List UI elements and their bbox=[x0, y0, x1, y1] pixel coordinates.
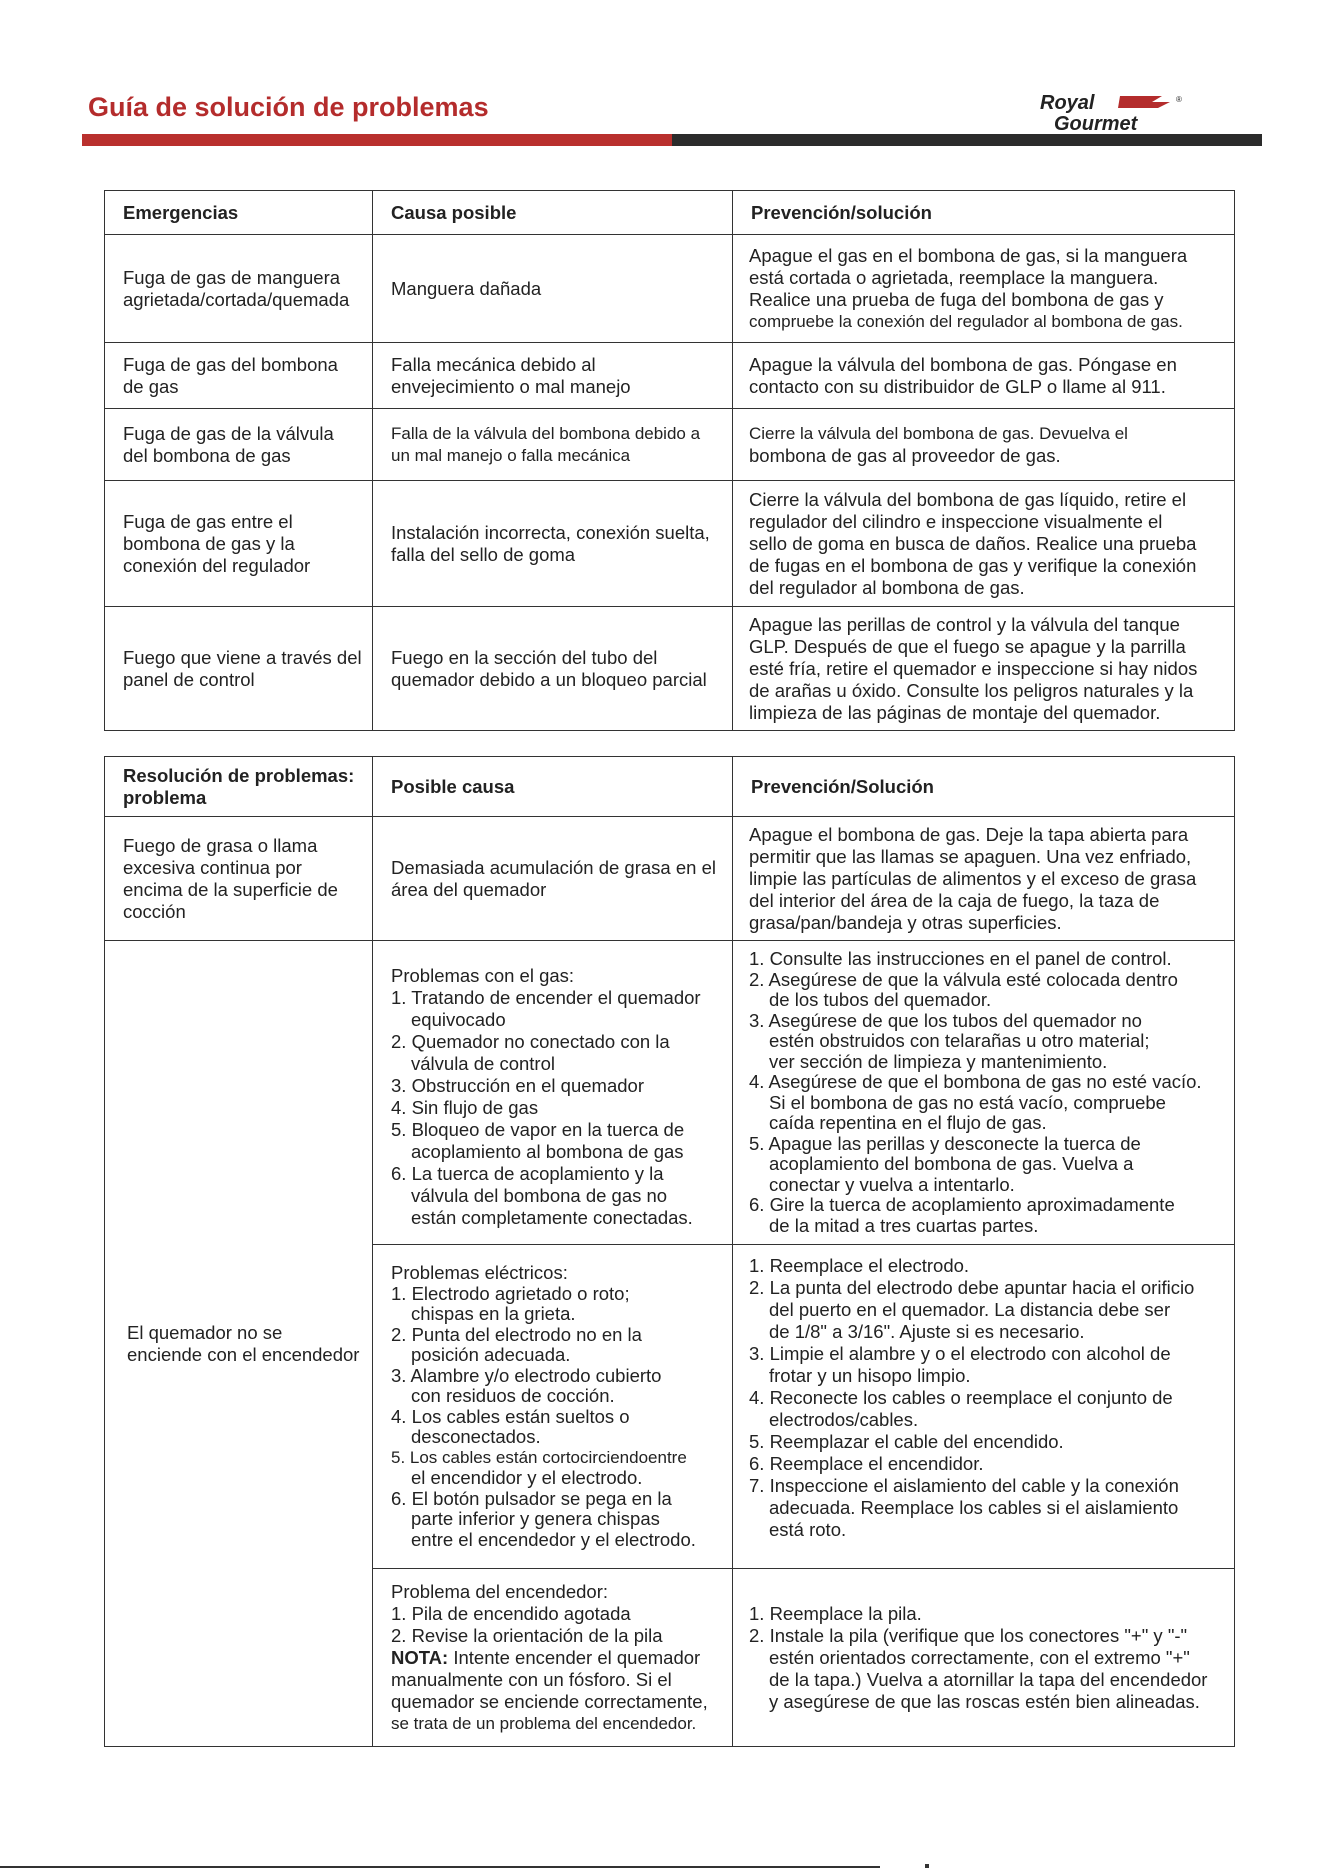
logo-text-line2: Gourmet bbox=[1054, 113, 1138, 134]
cause-line: 4. Sin flujo de gas bbox=[391, 1096, 539, 1118]
footer-rule bbox=[0, 1866, 880, 1868]
logo-flag-icon bbox=[1118, 96, 1170, 108]
emergency-cell: Fuga de gas entre el bombona de gas y la conexión del regulador bbox=[105, 481, 373, 607]
cause-line: parte inferior y genera chispas bbox=[411, 1508, 660, 1529]
solution-line: 3. Limpie el alambre y o el electrodo con alcohol de bbox=[749, 1343, 1171, 1364]
solution-line: adecuada. Reemplace los cables si el aislamiento bbox=[769, 1497, 1179, 1518]
solution-line: regulador del cilindro e inspeccione visualmente el bbox=[749, 510, 1163, 532]
emergencies-table bbox=[104, 190, 1235, 731]
solution-line: de 1/8" a 3/16". Ajuste si es necesario. bbox=[769, 1321, 1085, 1342]
footer-mark bbox=[925, 1864, 929, 1868]
emergency-cell: Fuego que viene a través del panel de control bbox=[105, 607, 373, 731]
solution-cell bbox=[733, 235, 1235, 343]
electric-causes-cell bbox=[373, 1245, 733, 1569]
note-text: Intente encender el quemador bbox=[448, 1646, 701, 1668]
header-solution: Prevención/Solución bbox=[733, 757, 1235, 817]
table-row bbox=[105, 409, 1235, 481]
header-problem: Resolución de problemas: problema bbox=[105, 757, 373, 817]
igniter-causes-cell bbox=[373, 1569, 733, 1747]
solution-cell bbox=[733, 817, 1235, 941]
solution-line: 1. Consulte las instrucciones en el panel de control. bbox=[749, 948, 1172, 969]
igniter-heading: Problema del encendedor: bbox=[391, 1580, 609, 1602]
cause-line: 4. Los cables están sueltos o bbox=[391, 1405, 630, 1427]
solution-line: de fugas en el bombona de gas y verifique la conexión bbox=[749, 554, 1197, 576]
solution-line: está roto. bbox=[769, 1519, 847, 1540]
cause-line: 3. Obstrucción en el quemador bbox=[391, 1074, 644, 1096]
cause-line: válvula de control bbox=[411, 1052, 555, 1074]
note-line: manualmente con un fósforo. Si el bbox=[391, 1668, 672, 1690]
solution-line: 4. Reconecte los cables o reemplace el conjunto de bbox=[749, 1387, 1173, 1408]
solution-line: 5. Reemplazar el cable del encendido. bbox=[749, 1431, 1064, 1452]
solution-line: electrodos/cables. bbox=[769, 1409, 919, 1430]
solution-line: limpie las partículas de alimentos y el exceso de grasa bbox=[749, 867, 1197, 889]
solution-line: 7. Inspeccione el aislamiento del cable y la conexión bbox=[749, 1475, 1179, 1496]
cause-cell: Instalación incorrecta, conexión suelta, falla del sello de goma bbox=[373, 481, 733, 607]
table-row bbox=[105, 481, 1235, 607]
solution-line: frotar y un hisopo limpio. bbox=[769, 1365, 971, 1386]
cause-line: válvula del bombona de gas no bbox=[411, 1184, 668, 1206]
note-label: NOTA: bbox=[391, 1646, 449, 1668]
solution-cell bbox=[733, 607, 1235, 731]
problem-cell: Fuego de grasa o llama excesiva continua por encima de la superficie de cocción bbox=[105, 817, 373, 941]
solution-line: de la mitad a tres cuartas partes. bbox=[769, 1214, 1039, 1236]
solution-line: Si el bombona de gas no está vacío, compruebe bbox=[769, 1091, 1166, 1113]
solution-line: del regulador al bombona de gas. bbox=[749, 576, 1025, 598]
solution-line: bombona de gas al proveedor de gas. bbox=[749, 444, 1061, 466]
solution-line: 4. Asegúrese de que el bombona de gas no esté vacío. bbox=[749, 1071, 1202, 1092]
solution-line: conectar y vuelva a intentarlo. bbox=[769, 1173, 1015, 1195]
gas-heading: Problemas con el gas: bbox=[391, 964, 575, 986]
solution-line: caída repentina en el flujo de gas. bbox=[769, 1112, 1047, 1133]
cause-line: 1. Tratando de encender el quemador bbox=[391, 986, 701, 1008]
igniter-solutions-cell bbox=[733, 1569, 1235, 1747]
cause-line: chispas en la grieta. bbox=[411, 1303, 576, 1324]
cause-line: con residuos de cocción. bbox=[411, 1385, 615, 1406]
note-line: se trata de un problema del encendedor. bbox=[391, 1713, 697, 1733]
solution-line: esté fría, retire el quemador e inspeccione si hay nidos bbox=[749, 657, 1198, 679]
cause-line: 5. Los cables están cortocirciendoentre bbox=[391, 1447, 687, 1467]
emergency-cell: Fuga de gas del bombona de gas bbox=[105, 343, 373, 409]
cause-line: 6. El botón pulsador se pega en la bbox=[391, 1487, 672, 1509]
problem-cell: El quemador no se enciende con el encendedor bbox=[105, 941, 373, 1747]
cause-line: acoplamiento al bombona de gas bbox=[411, 1140, 684, 1162]
note-line bbox=[391, 1647, 722, 1669]
solution-line: 2. Instale la pila (verifique que los conectores "+" y "-" bbox=[749, 1624, 1188, 1646]
troubleshooting-table bbox=[104, 756, 1235, 1747]
logo-text-line1: Royal bbox=[1040, 92, 1095, 114]
cause-cell: Falla mecánica debido al envejecimiento o mal manejo bbox=[373, 343, 733, 409]
solution-line: 6. Reemplace el encendidor. bbox=[749, 1453, 984, 1474]
emergency-cell: Fuga de gas de la válvula del bombona de gas bbox=[105, 409, 373, 481]
header-possible-cause: Causa posible bbox=[373, 191, 733, 235]
solution-line: Cierre la válvula del bombona de gas. Devuelva el bbox=[749, 423, 1128, 443]
solution-line: de la tapa.) Vuelva a atornillar la tapa del encendedor bbox=[769, 1668, 1208, 1690]
cause-cell: Fuego en la sección del tubo del quemador debido a un bloqueo parcial bbox=[373, 607, 733, 731]
solution-cell bbox=[733, 343, 1235, 409]
electric-heading: Problemas eléctricos: bbox=[391, 1262, 568, 1283]
cause-line: 5. Bloqueo de vapor en la tuerca de bbox=[391, 1118, 685, 1140]
solution-line: Apague el gas en el bombona de gas, si la manguera bbox=[749, 244, 1188, 266]
solution-cell bbox=[733, 409, 1235, 481]
solution-line: 1. Reemplace la pila. bbox=[749, 1602, 922, 1624]
cause-line: 2. Revise la orientación de la pila bbox=[391, 1624, 663, 1646]
solution-cell bbox=[733, 481, 1235, 607]
table-row bbox=[105, 607, 1235, 731]
solution-line: Cierre la válvula del bombona de gas líquido, retire el bbox=[749, 488, 1187, 510]
solution-line: Realice una prueba de fuga del bombona de gas y bbox=[749, 288, 1164, 310]
cause-line: 1. Pila de encendido agotada bbox=[391, 1602, 631, 1624]
emergency-cell: Fuga de gas de manguera agrietada/cortada/quemada bbox=[105, 235, 373, 343]
cause-cell: Demasiada acumulación de grasa en el área del quemador bbox=[373, 817, 733, 941]
table-row bbox=[105, 941, 1235, 1245]
cause-line: equivocado bbox=[411, 1008, 506, 1030]
royal-gourmet-logo bbox=[1040, 90, 1230, 134]
table-row bbox=[105, 235, 1235, 343]
solution-line: y asegúrese de que las roscas estén bien alineadas. bbox=[769, 1690, 1200, 1712]
header-prevention-solution: Prevención/solución bbox=[733, 191, 1235, 235]
header-cause: Posible causa bbox=[373, 757, 733, 817]
header-emergencies: Emergencias bbox=[105, 191, 373, 235]
cause-line: el encendidor y el electrodo. bbox=[411, 1467, 643, 1488]
solution-line: contacto con su distribuidor de GLP o llame al 911. bbox=[749, 375, 1166, 397]
solution-line: 6. Gire la tuerca de acoplamiento aproximadamente bbox=[749, 1194, 1175, 1215]
solution-line: compruebe la conexión del regulador al bombona de gas. bbox=[749, 311, 1183, 331]
cause-line: entre el encendedor y el electrodo. bbox=[411, 1528, 696, 1550]
solution-line: está cortada o agrietada, reemplace la manguera. bbox=[749, 266, 1159, 288]
solution-line: de los tubos del quemador. bbox=[769, 989, 992, 1010]
solution-line: 2. Asegúrese de que la válvula esté colocada dentro bbox=[749, 968, 1178, 990]
note-line: quemador se enciende correctamente, bbox=[391, 1690, 708, 1712]
page-title: Guía de solución de problemas bbox=[88, 92, 489, 122]
logo-registered-mark: ® bbox=[1176, 95, 1182, 104]
table-row bbox=[105, 343, 1235, 409]
cause-line: 3. Alambre y/o electrodo cubierto bbox=[391, 1364, 662, 1386]
header-bar-dark bbox=[672, 134, 1262, 146]
solution-line: limpieza de las páginas de montaje del quemador. bbox=[749, 701, 1161, 723]
solution-line: Apague el bombona de gas. Deje la tapa abierta para bbox=[749, 823, 1189, 845]
solution-line: permitir que las llamas se apaguen. Una vez enfriado, bbox=[749, 845, 1192, 867]
header-bar-red bbox=[82, 134, 672, 146]
cause-line: desconectados. bbox=[411, 1426, 541, 1447]
solution-line: acoplamiento del bombona de gas. Vuelva a bbox=[769, 1153, 1134, 1174]
cause-line: están completamente conectadas. bbox=[411, 1206, 693, 1228]
cause-line: 2. Punta del electrodo no en la bbox=[391, 1323, 642, 1345]
solution-line: 2. La punta del electrodo debe apuntar hacia el orificio bbox=[749, 1277, 1195, 1298]
solution-line: estén orientados correctamente, con el extremo "+" bbox=[769, 1646, 1190, 1668]
solution-line: 3. Asegúrese de que los tubos del quemador no bbox=[749, 1009, 1142, 1031]
gas-causes-cell bbox=[373, 941, 733, 1245]
table-row bbox=[105, 817, 1235, 941]
solution-line: estén obstruidos con telarañas u otro material; bbox=[769, 1030, 1150, 1051]
solution-line: 1. Reemplace el electrodo. bbox=[749, 1255, 970, 1276]
solution-line: 5. Apague las perillas y desconecte la tuerca de bbox=[749, 1132, 1141, 1154]
cause-line: 1. Electrodo agrietado o roto; bbox=[391, 1282, 630, 1304]
solution-line: del interior del área de la caja de fuego, la taza de bbox=[749, 889, 1160, 911]
solution-line: sello de goma en busca de daños. Realice una prueba bbox=[749, 532, 1197, 554]
solution-line: ver sección de limpieza y mantenimiento. bbox=[769, 1050, 1108, 1072]
solution-line: grasa/pan/bandeja y otras superficies. bbox=[749, 911, 1062, 933]
gas-solutions-cell bbox=[733, 941, 1235, 1245]
solution-line: GLP. Después de que el fuego se apague y la parrilla bbox=[749, 635, 1186, 657]
solution-line: Apague la válvula del bombona de gas. Póngase en bbox=[749, 353, 1177, 375]
solution-line: Apague las perillas de control y la válvula del tanque bbox=[749, 613, 1180, 635]
cause-cell: Falla de la válvula del bombona debido a un mal manejo o falla mecánica bbox=[373, 409, 733, 481]
cause-line: 6. La tuerca de acoplamiento y la bbox=[391, 1162, 664, 1184]
cause-line: 2. Quemador no conectado con la bbox=[391, 1030, 670, 1052]
electric-solutions-cell bbox=[733, 1245, 1235, 1569]
cause-cell: Manguera dañada bbox=[373, 235, 733, 343]
solution-line: de arañas u óxido. Consulte los peligros naturales y la bbox=[749, 679, 1194, 701]
cause-line: posición adecuada. bbox=[411, 1344, 571, 1365]
solution-line: del puerto en el quemador. La distancia debe ser bbox=[769, 1299, 1171, 1320]
